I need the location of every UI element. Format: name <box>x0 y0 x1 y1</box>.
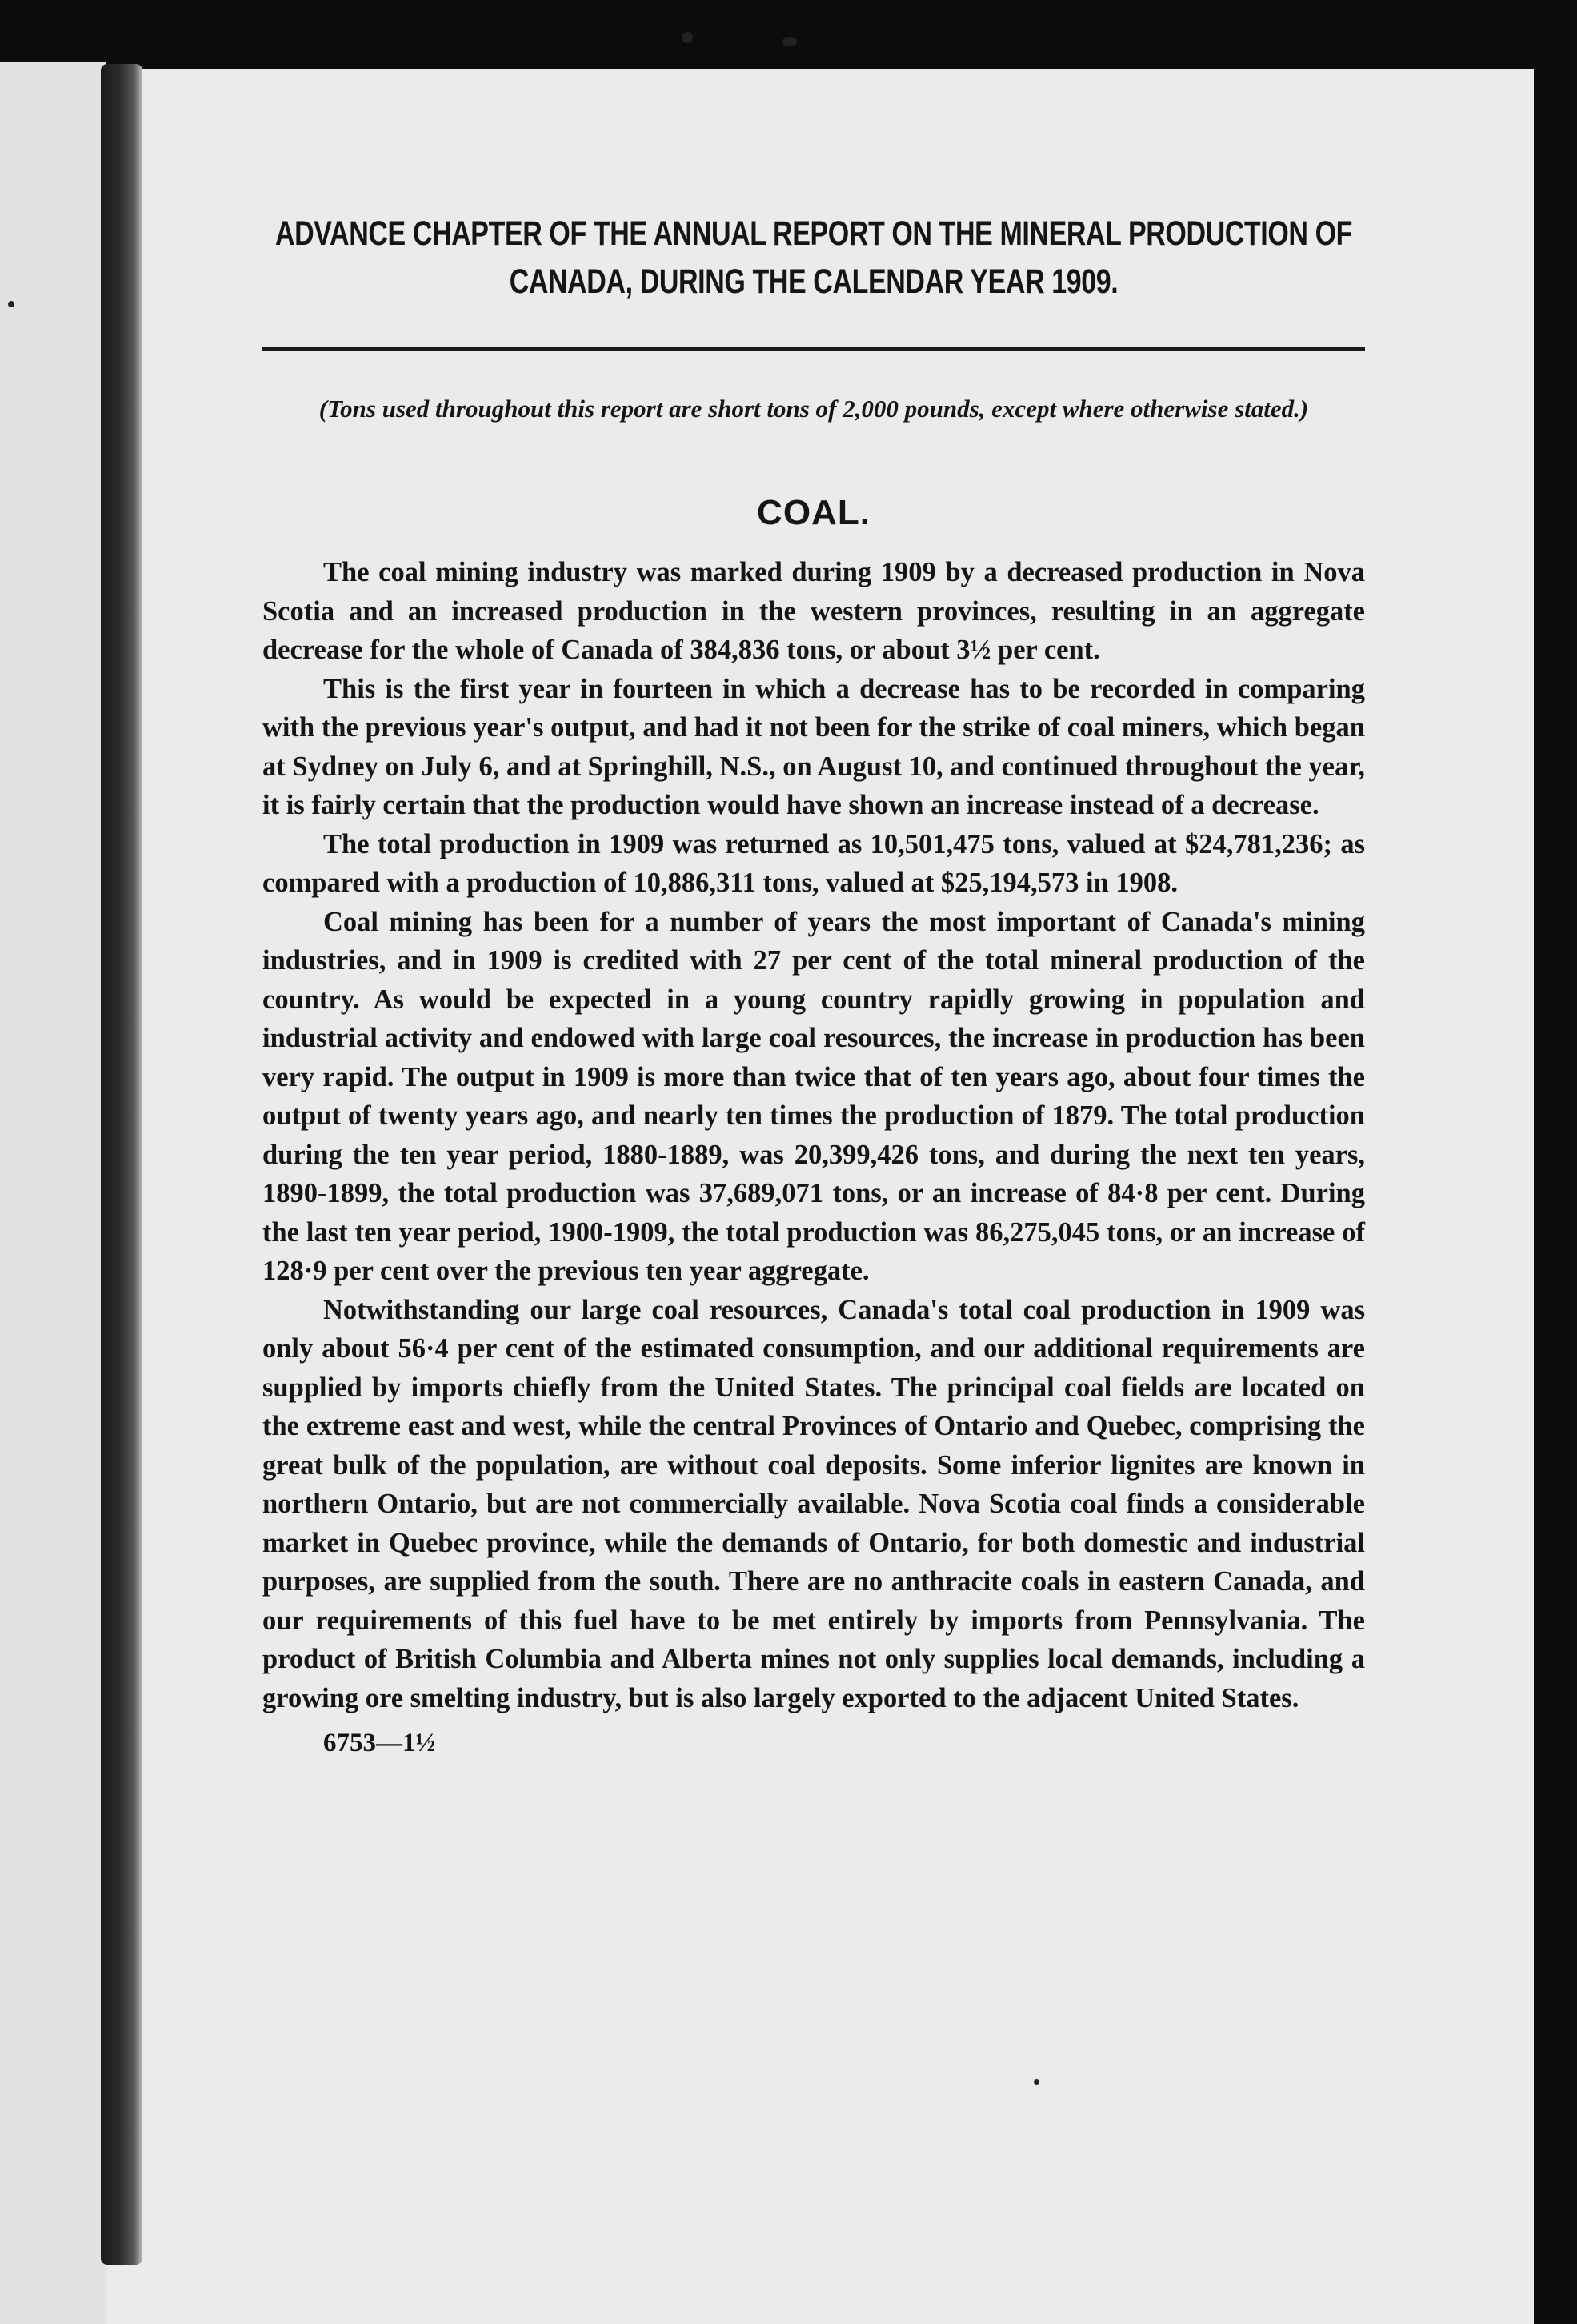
scan-speck <box>782 37 797 46</box>
title-rule <box>262 347 1365 351</box>
report-title: ADVANCE CHAPTER OF THE ANNUAL REPORT ON THE MINERAL PRODUCTION OF CANADA, DURING THE CALENDAR YEAR 1909. <box>275 214 1352 301</box>
paragraph: This is the first year in fourteen in which a decrease has to be recorded in comparing with the previous year's output, and had it not been for the strike of coal miners, which began at Sydney on July 6, and at Springhill, N.S., on August 10, and continued throughout the year, it is fairly certain that the production would have shown an increase instead of a decrease. <box>262 673 1365 820</box>
document-content <box>262 210 1365 1762</box>
paragraph: The coal mining industry was marked during 1909 by a decreased production in Nova Scotia and an increased production in the western provinces, resulting in an aggregate decrease for the whole of Canada of 384,836 tons, or about 3½ per cent. <box>262 557 1365 665</box>
footer-code: 6753—1½ <box>323 1729 436 1757</box>
body-text <box>262 553 1365 1717</box>
scan-speck <box>8 301 14 307</box>
facing-page-edge <box>0 62 106 2324</box>
units-note: (Tons used throughout this report are short tons of 2,000 pounds, except where otherwise stated.) <box>318 395 1309 423</box>
paragraph: The total production in 1909 was returned as 10,501,475 tons, valued at $24,781,236; as compared with a production of 10,886,311 tons, valued at $25,194,573 in 1908. <box>262 828 1365 898</box>
section-heading: COAL. <box>757 493 871 532</box>
scan-speck <box>1034 2079 1039 2085</box>
paragraph: Coal mining has been for a number of years the most important of Canada's mining industries, and in 1909 is credited with 27 per cent of the total mineral production of the country. As would be expected in a young country rapidly growing in population and industrial activity and endowed with large coal resources, the increase in production has been very rapid. The output in 1909 is more than twice that of ten years ago, about four times the output of twenty years ago, and nearly ten times the production of 1879. The total production during the ten year period, 1880-1889, was 20,399,426 tons, and during the next ten years, 1890-1899, the total production was 37,689,071 tons, or an increase of 84·8 per cent. During the last ten year period, 1900-1909, the total production was 86,275,045 tons, or an increase of 128·9 per cent over the previous ten year aggregate. <box>262 906 1365 1286</box>
scan-speck <box>682 32 693 43</box>
book-binding-shadow <box>101 64 142 2265</box>
paragraph: Notwithstanding our large coal resources, Canada's total coal production in 1909 was only about 56·4 per cent of the estimated consumption, and our additional requirements are supplied by imports chiefly from the United States. The principal coal fields are located on the extreme east and west, while the central Provinces of Ontario and Quebec, comprising the great bulk of the population, are without coal deposits. Some inferior lignites are known in northern Ontario, but are not commercially available. Nova Scotia coal finds a considerable market in Quebec province, while the demands of Ontario, for both domestic and industrial purposes, are supplied from the south. There are no anthracite coals in eastern Canada, and our requirements of this fuel have to be met entirely by imports from Pennsylvania. The product of British Columbia and Alberta mines not only supplies local demands, including a growing ore smelting industry, but is also largely exported to the adjacent United States. <box>262 1294 1365 1713</box>
